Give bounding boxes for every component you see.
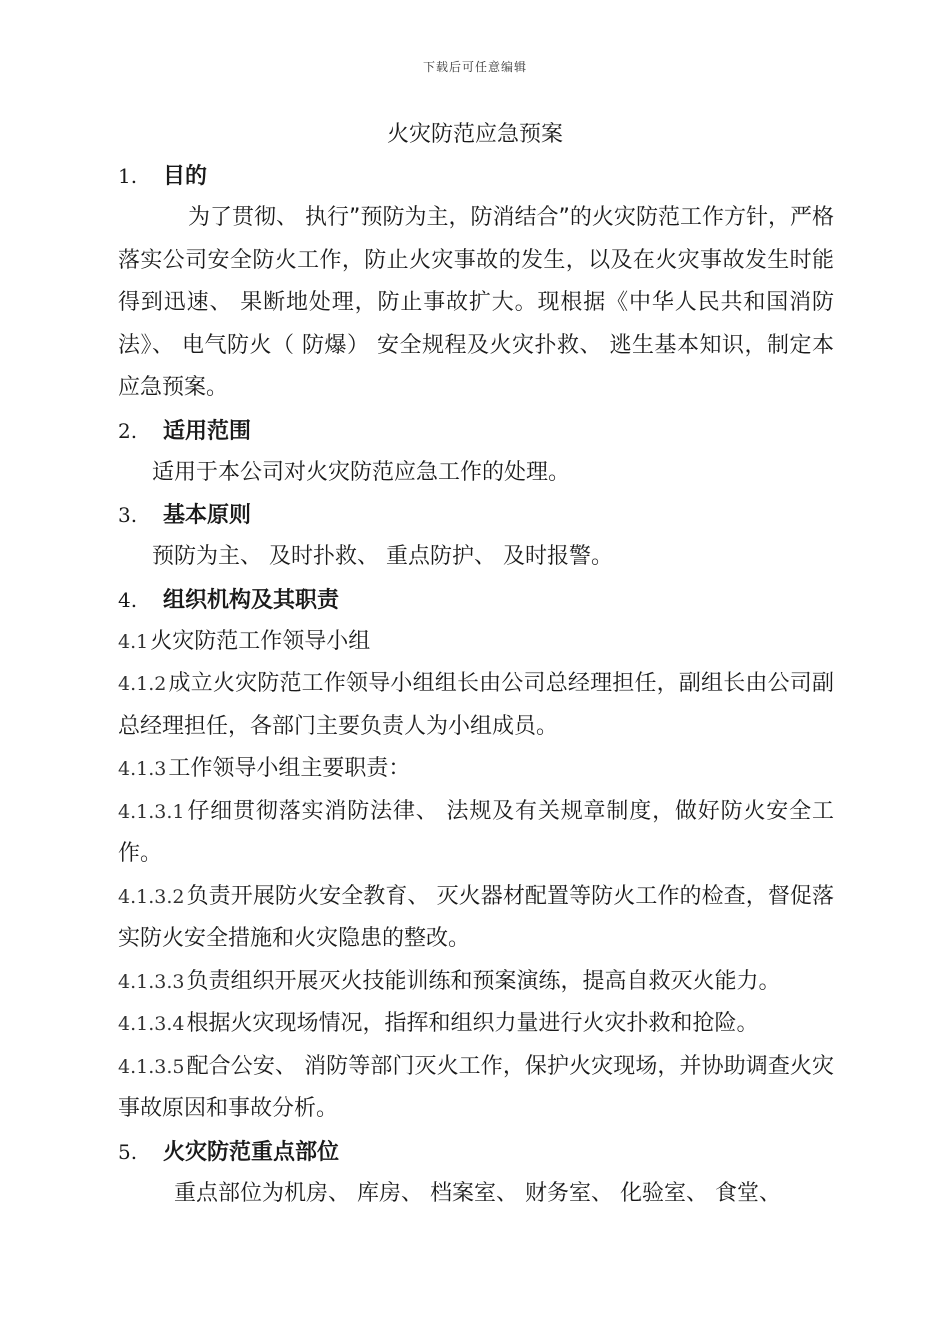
clause-text: 火灾防范工作领导小组 — [150, 628, 371, 654]
section-title: 火灾防范重点部位 — [163, 1139, 340, 1165]
clause-item — [118, 621, 834, 664]
clause-number: 4.1.3.5 — [118, 1055, 185, 1078]
principles-paragraph: 预防为主、 及时扑救、 重点防护、 及时报警。 — [152, 544, 613, 569]
section-number: 3. — [118, 503, 138, 527]
scope-paragraph: 适用于本公司对火灾防范应急工作的处理。 — [152, 459, 571, 485]
clause-text: 仔细贯彻落实消防法律、 法规及有关规章制度，做好防火安全工作。 — [118, 798, 834, 866]
clause-number: 4.1.3.3 — [118, 970, 185, 993]
key-locations-paragraph: 重点部位为机房、 库房、 档案室、 财务室、 化验室、 食堂、 — [174, 1180, 781, 1206]
section-title: 组织机构及其职责 — [163, 587, 340, 613]
document-title: 火灾防范应急预案 — [386, 122, 563, 147]
clause-number: 4.1.3.1 — [118, 800, 185, 823]
section-number: 5. — [118, 1139, 138, 1164]
clause-item — [118, 1046, 834, 1131]
purpose-paragraph: 为了贯彻、 执行”预防为主，防消结合”的火灾防范工作方针，严格落实公司安全防火工作，防止火灾事故的发生，以及在火灾事故发生时能得到迅速、 果断地处理，防止事故扩大。现根据《中华人民共和国消防法》、 电气防火（ 防爆） 安全规程及火灾扑救、 逃生基本知识，制定本应急预案。 — [118, 205, 834, 400]
clause-text: 负责开展防火安全教育、 灭火器材配置等防火工作的检查，督促落实防火安全措施和火灾隐患的整改。 — [118, 883, 834, 951]
section-heading-key-locations — [118, 1131, 834, 1173]
section-heading-scope — [118, 410, 834, 452]
clause-item — [118, 748, 834, 791]
clause-number: 4.1.3.4 — [118, 1013, 185, 1035]
document-body — [118, 155, 834, 1215]
section-number: 1. — [118, 164, 138, 188]
clause-item — [118, 791, 834, 876]
clause-text: 根据火灾现场情况，指挥和组织力量进行火灾扑救和抢险。 — [186, 1011, 759, 1036]
clause-item — [118, 663, 834, 748]
section-title: 目的 — [163, 164, 208, 189]
section-number: 4. — [118, 587, 138, 612]
clause-text: 成立火灾防范工作领导小组组长由公司总经理担任，副组长由公司副总经理担任，各部门主要负责人为小组成员。 — [118, 671, 834, 739]
clause-number: 4.1.3 — [118, 758, 167, 780]
clause-text: 配合公安、 消防等部门灭火工作，保护火灾现场，并协助调查火灾事故原因和事故分析。 — [118, 1053, 834, 1121]
header-note: 下载后可任意编辑 — [422, 60, 527, 74]
clause-number: 4.1 — [118, 630, 149, 653]
section-heading-purpose — [118, 155, 834, 197]
clause-item — [118, 876, 834, 961]
clause-number: 4.1.2 — [118, 673, 167, 695]
clause-text: 工作领导小组主要职责： — [168, 756, 411, 781]
section-heading-organization — [118, 579, 834, 621]
section-heading-principles — [118, 494, 834, 536]
section-number: 2. — [118, 418, 138, 443]
clause-number: 4.1.3.2 — [118, 885, 185, 908]
section-title: 适用范围 — [163, 418, 252, 444]
clause-text: 负责组织开展灭火技能训练和预案演练，提高自救灭火能力。 — [186, 968, 781, 994]
clause-item — [118, 961, 834, 1004]
section-title: 基本原则 — [163, 503, 252, 528]
clause-item — [118, 1003, 834, 1046]
